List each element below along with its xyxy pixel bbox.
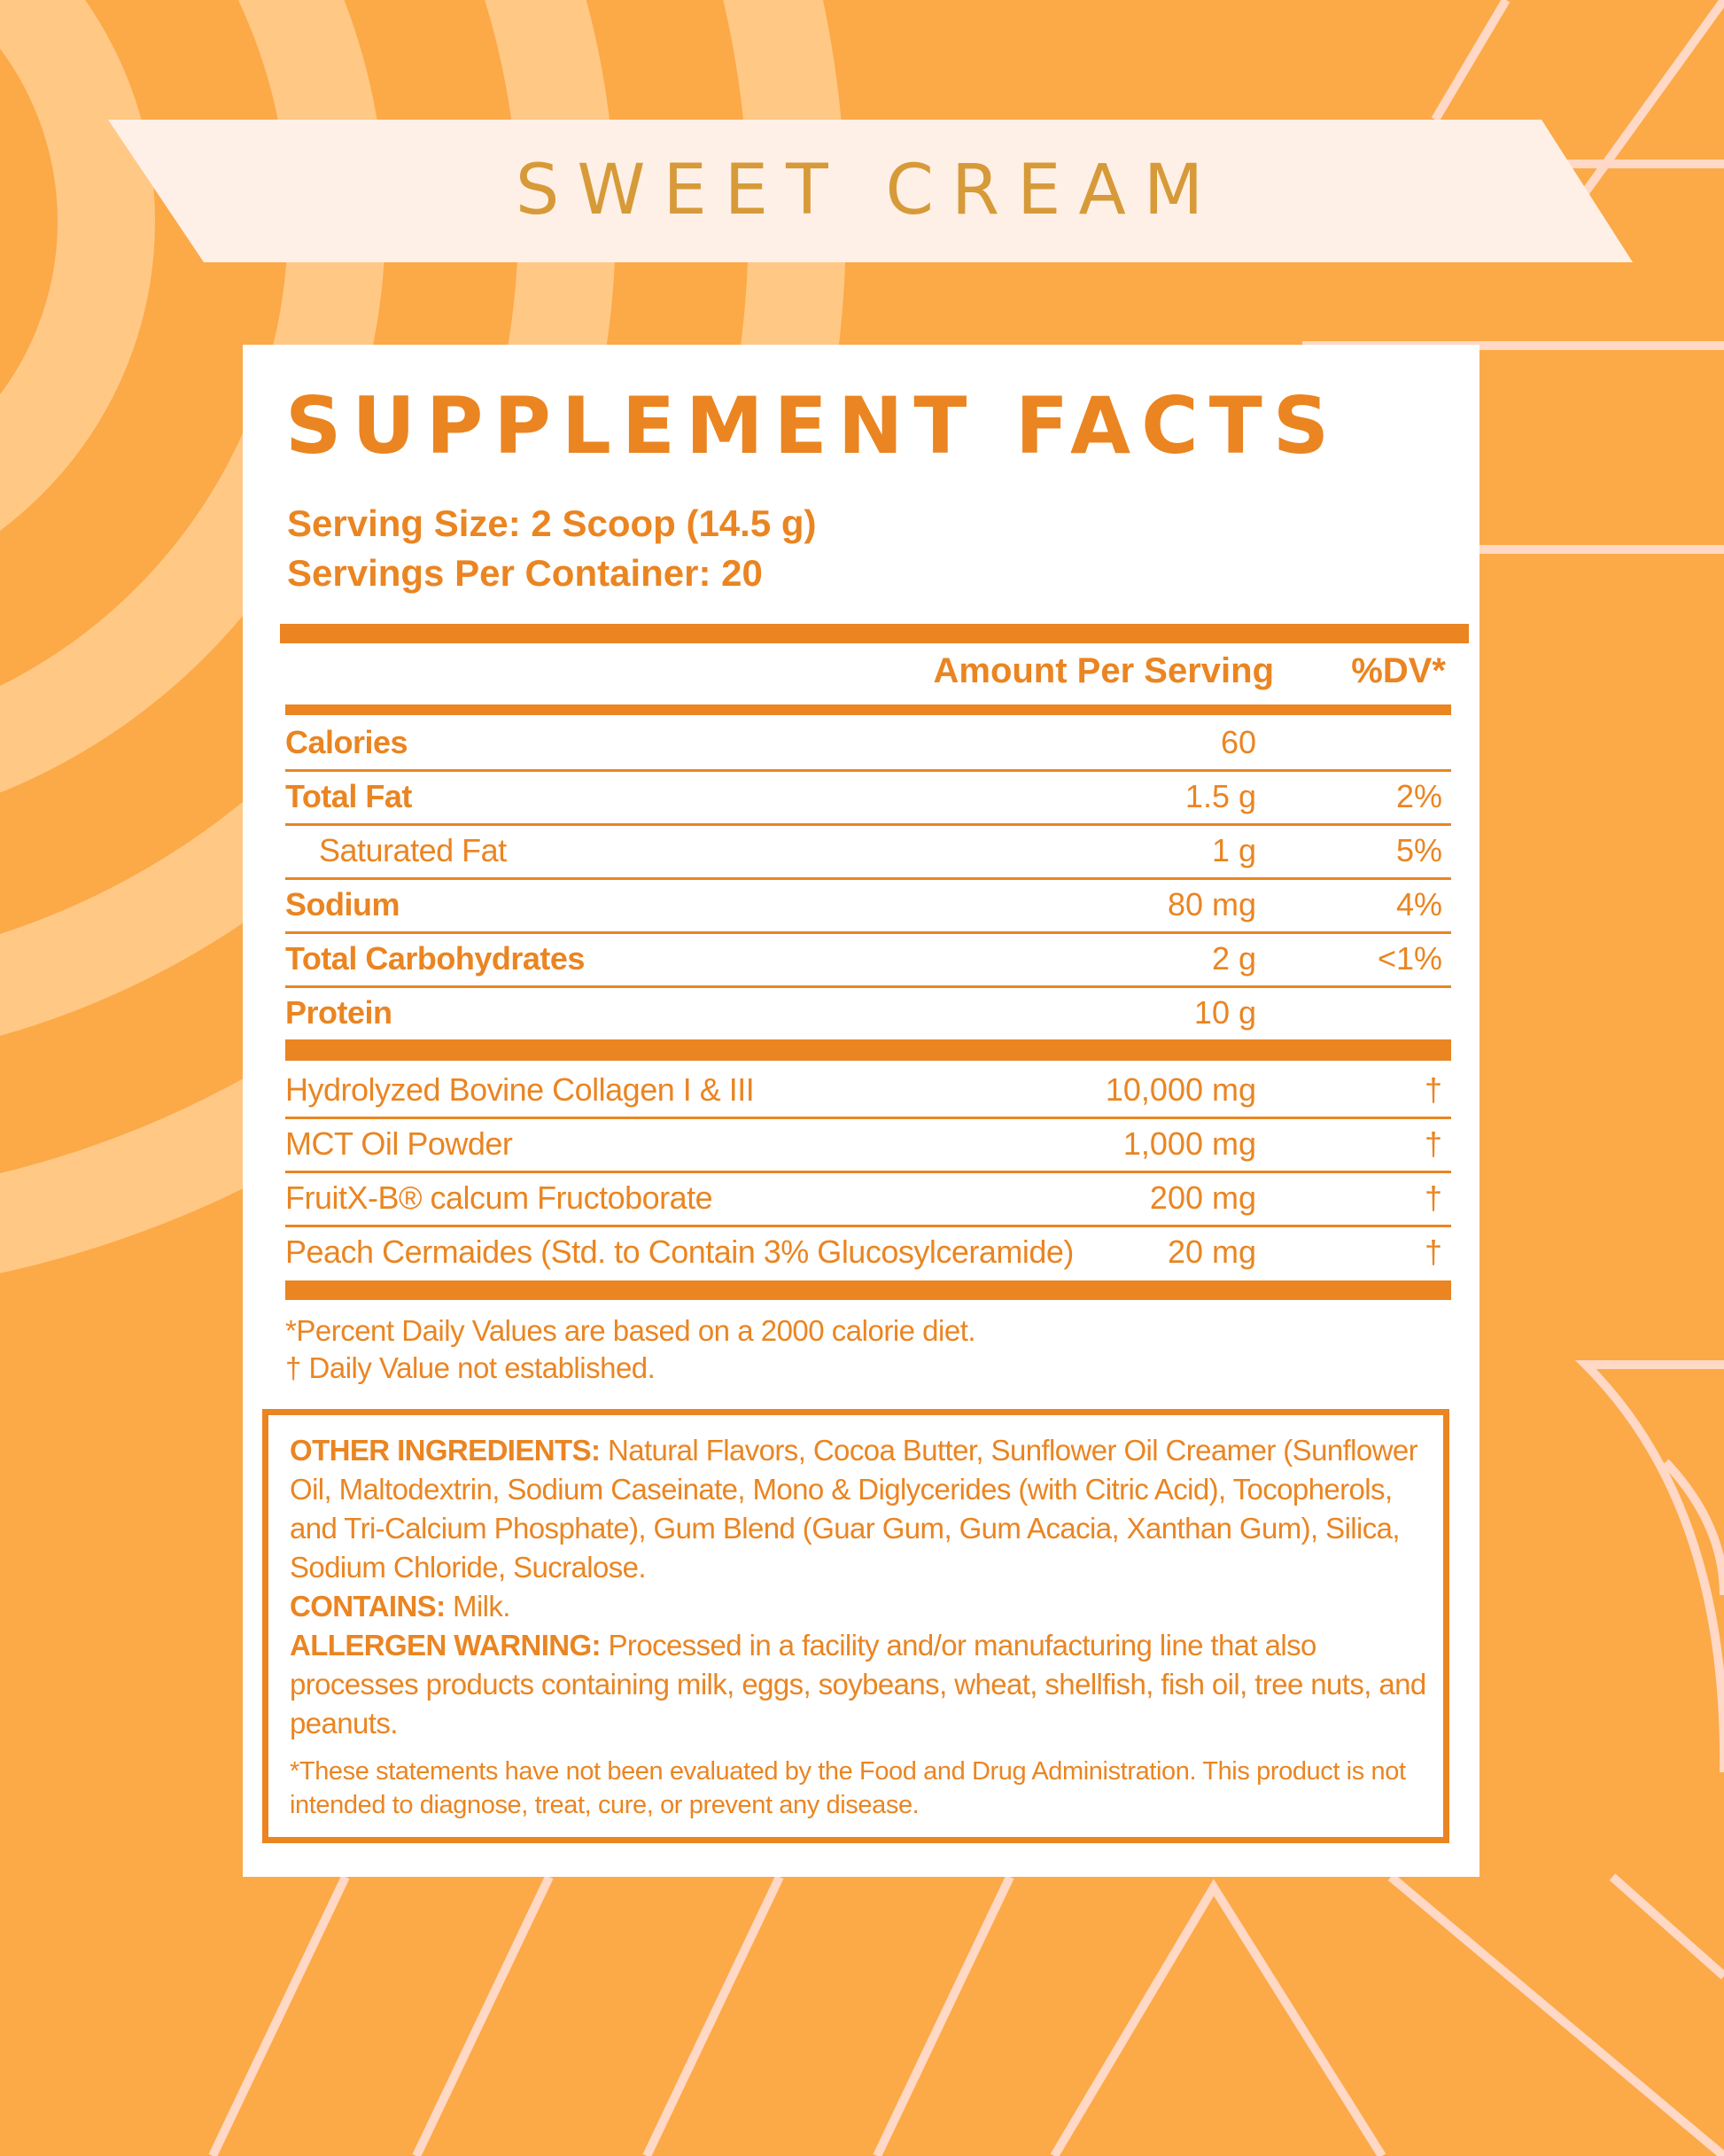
nutrient-name: Calories <box>285 724 408 760</box>
ingredient-row <box>285 1064 1451 1116</box>
supplement-facts-title: SUPPLEMENT FACTS <box>285 380 1340 471</box>
servings-per-container: Servings Per Container: 20 <box>287 552 763 594</box>
ingredients-paragraph <box>290 1431 1433 1743</box>
nutrient-name: Total Carbohydrates <box>285 940 585 977</box>
nutrient-name: Sodium <box>285 886 400 922</box>
footnote-dagger: † Daily Value not established. <box>285 1351 656 1384</box>
ingredient-row <box>285 1226 1451 1278</box>
nutrient-name: Saturated Fat <box>319 832 507 868</box>
column-header-amount: Amount Per Serving <box>933 651 1274 690</box>
nutrient-row <box>285 987 1451 1039</box>
ingredient-name: Peach Cermaides (Std. to Contain 3% Glucosylceramide) <box>285 1234 1074 1270</box>
ingredient-dv: † <box>1424 1179 1442 1216</box>
fda-disclaimer: *These statements have not been evaluated by the Food and Drug Administration. This product is not intended to diagnose, treat, cure, or prevent any disease. <box>290 1757 1406 1819</box>
ingredient-dv: † <box>1424 1071 1442 1108</box>
ingredient-name: MCT Oil Powder <box>285 1125 513 1162</box>
nutrient-section-divider <box>285 1039 1451 1061</box>
footnote-daily-values: *Percent Daily Values are based on a 2000 calorie diet. <box>285 1314 976 1347</box>
nutrient-row <box>285 825 1451 876</box>
other-ingredients-box <box>262 1409 1449 1843</box>
contains-label: CONTAINS: <box>290 1590 446 1623</box>
nutrient-dv: 5% <box>1395 832 1442 868</box>
nutrient-name: Protein <box>285 994 392 1031</box>
other-ingredients-label: OTHER INGREDIENTS: <box>290 1434 601 1467</box>
ingredient-row <box>285 1118 1451 1170</box>
contains-text: Milk. <box>445 1590 510 1623</box>
allergen-warning-text: Processed in a facility and/or manufacturing line that also processes products containing milk, eggs, soybeans, wheat, shellfish, fish oil, tree nuts, and peanuts. <box>290 1629 1426 1740</box>
nutrient-row <box>285 771 1451 822</box>
ingredient-row <box>285 1172 1451 1224</box>
flavor-title: SWEET CREAM <box>515 151 1222 230</box>
ingredient-amount: 1,000 mg <box>1122 1125 1256 1162</box>
nutrient-amount: 10 g <box>1193 994 1256 1031</box>
ingredient-amount: 20 mg <box>1167 1234 1256 1270</box>
nutrient-name: Total Fat <box>285 778 412 814</box>
ingredient-dv: † <box>1424 1234 1442 1270</box>
ingredient-dv: † <box>1424 1125 1442 1162</box>
nutrient-amount: 2 g <box>1211 940 1256 977</box>
allergen-warning-label: ALLERGEN WARNING: <box>290 1629 601 1662</box>
column-header-dv: %DV* <box>1351 651 1446 690</box>
nutrient-amount: 60 <box>1220 724 1256 760</box>
nutrient-amount: 1 g <box>1211 832 1256 868</box>
ingredient-amount: 200 mg <box>1149 1179 1256 1216</box>
ingredient-amount: 10,000 mg <box>1105 1071 1256 1108</box>
supplement-facts-panel <box>243 345 1479 1877</box>
top-divider <box>280 624 1469 643</box>
ingredient-name: FruitX-B® calcum Fructoborate <box>285 1179 713 1216</box>
nutrient-dv: <1% <box>1377 940 1442 977</box>
serving-size: Serving Size: 2 Scoop (14.5 g) <box>287 502 817 544</box>
nutrient-row <box>285 933 1451 985</box>
nutrient-row <box>285 717 1451 768</box>
nutrient-row <box>285 879 1451 930</box>
header-divider <box>285 704 1451 715</box>
nutrient-amount: 80 mg <box>1167 886 1256 922</box>
other-ingredients-text: Natural Flavors, Cocoa Butter, Sunflower Oil Creamer (Sunflower Oil, Maltodextrin, Sodium Caseinate, Mono & Diglycerides (with Citric Acid), Tocopherols, and Tri-Calcium Phosphate), Gum Blend (Guar Gum, Gum Acacia, Xanthan Gum), Silica, Sodium Chloride, Sucralose. <box>290 1434 1418 1584</box>
nutrient-dv: 4% <box>1395 886 1442 922</box>
nutrient-dv: 2% <box>1395 778 1442 814</box>
ingredient-name: Hydrolyzed Bovine Collagen I & III <box>285 1071 755 1108</box>
nutrient-amount: 1.5 g <box>1184 778 1256 814</box>
bottom-divider <box>285 1280 1451 1300</box>
